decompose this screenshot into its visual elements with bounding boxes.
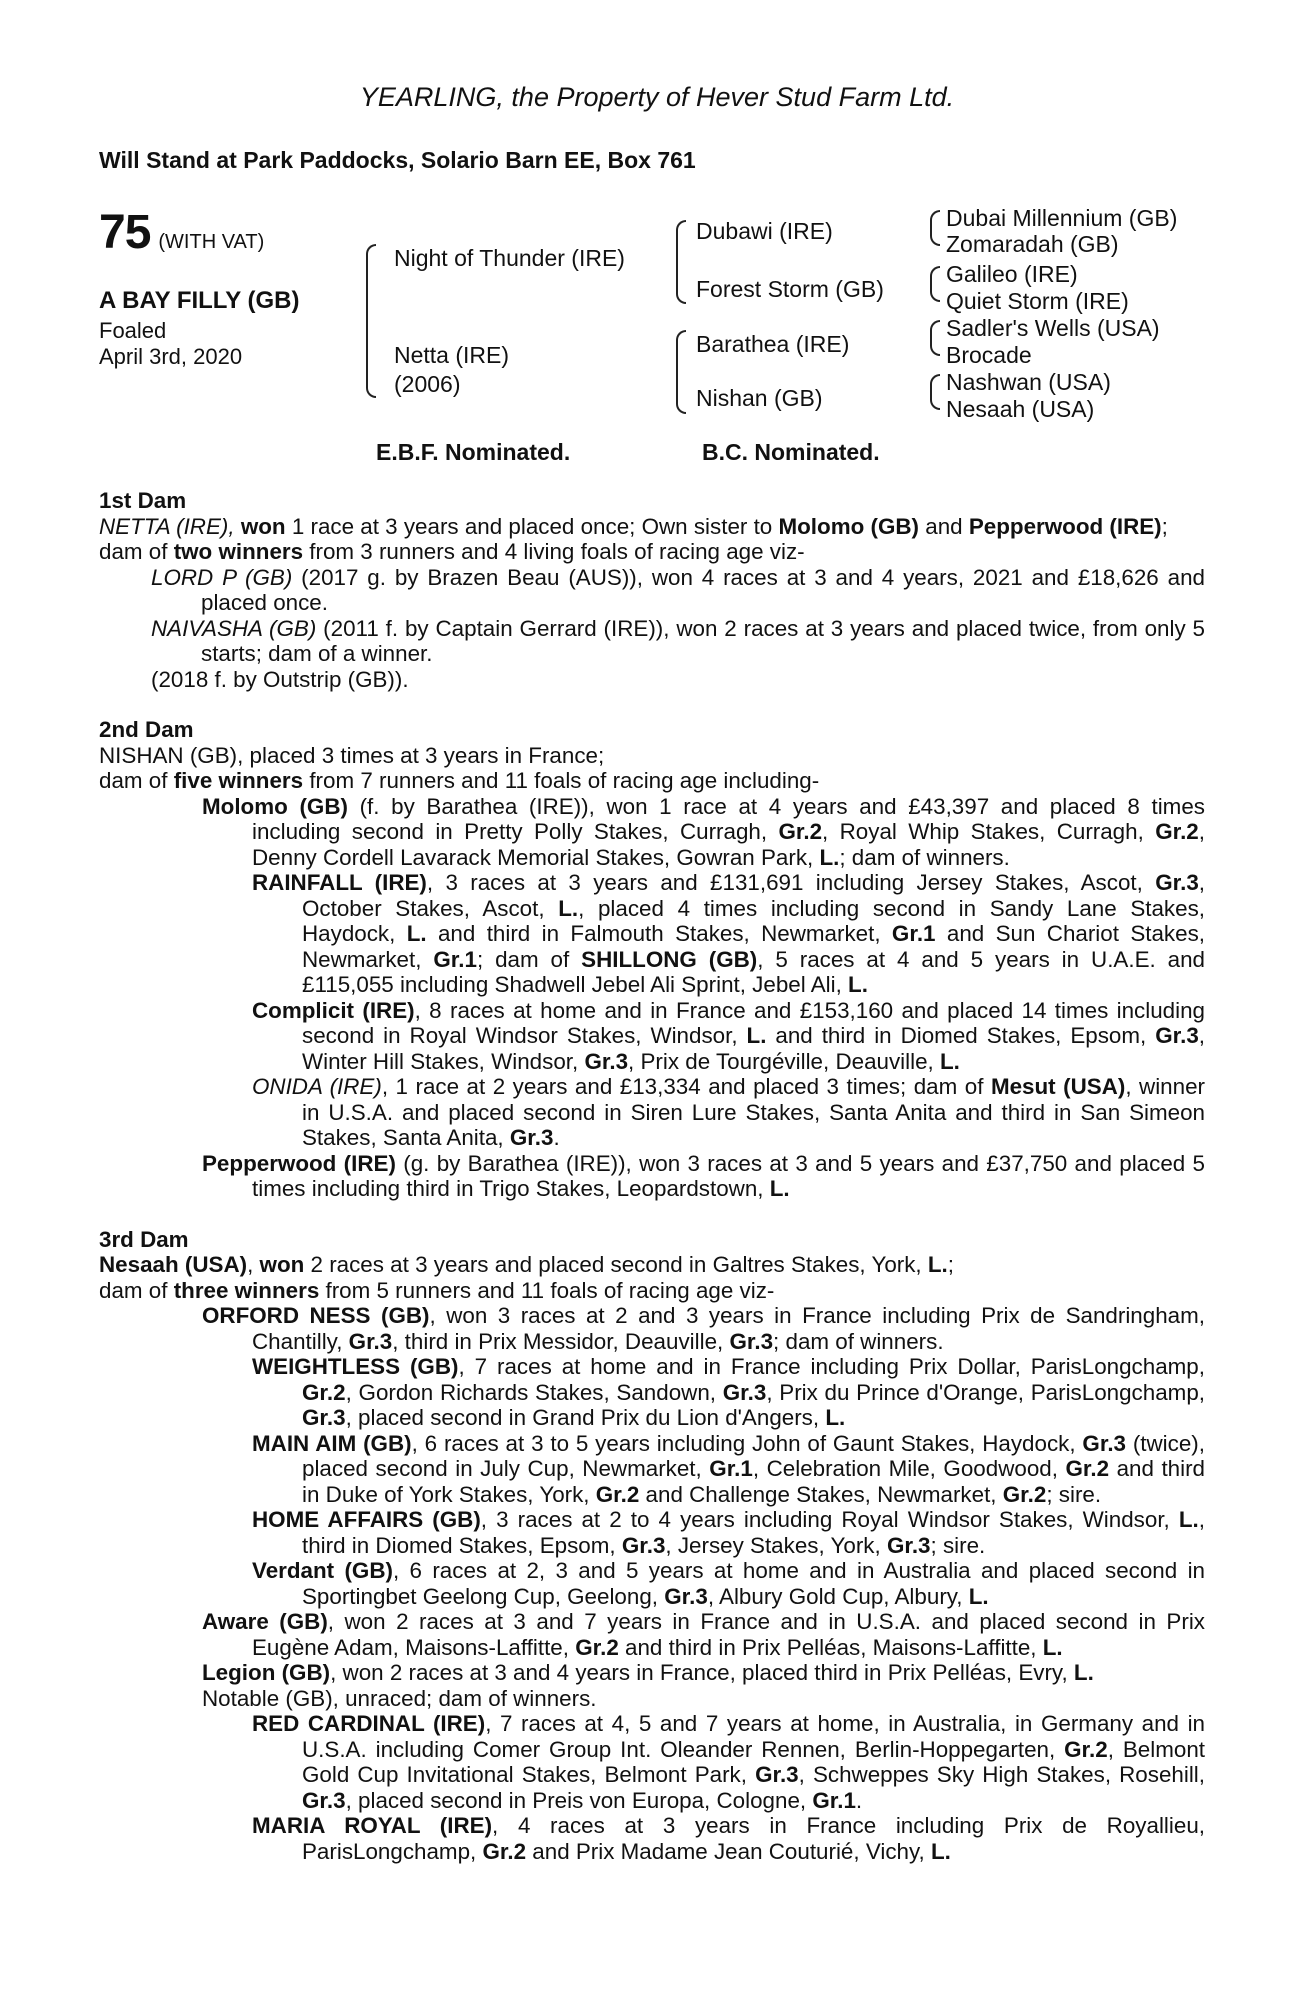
first-dam-offspring-2: NAIVASHA (GB) (2011 f. by Captain Gerrard (IRE)), won 2 races at 3 years and placed twice, from only 5 starts; dam of a winner. bbox=[151, 615, 1205, 666]
pedigree-notes bbox=[99, 488, 1205, 1864]
pedigree-g6: Brocade bbox=[946, 342, 1032, 368]
pedigree-g4: Quiet Storm (IRE) bbox=[946, 288, 1129, 314]
third-dam-produce-summary: dam of three winners from 5 runners and 11 foals of racing age viz- bbox=[99, 1277, 775, 1303]
pedigree-brace-main bbox=[366, 244, 376, 398]
pedigree-dam-sire: Barathea (IRE) bbox=[696, 331, 850, 357]
maria-royal-entry: MARIA ROYAL (IRE), 4 races at 3 years in France including Prix de Royallieu, ParisLongchamp, Gr.2 and Prix Madame Jean Couturié, Vichy, L. bbox=[252, 1813, 1206, 1864]
foaled-label: Foaled bbox=[99, 318, 167, 343]
first-dam-heading: 1st Dam bbox=[99, 488, 187, 513]
page-title: YEARLING, the Property of Hever Stud Farm Ltd. bbox=[359, 82, 955, 112]
vat-note: (WITH VAT) bbox=[158, 231, 265, 253]
pedigree-brace-g4 bbox=[930, 374, 940, 410]
onida-entry: ONIDA (IRE), 1 race at 2 years and £13,334 and placed 3 times; dam of Mesut (USA), winner in U.S.A. and placed second in Siren Lure Stakes, Santa Anita and third in San Simeon Stakes, Santa Anita, Gr.3. bbox=[252, 1074, 1205, 1150]
legion-entry: Legion (GB), won 2 races at 3 and 4 years in France, placed third in Prix Pelléas, Evry, L. bbox=[202, 1660, 1094, 1685]
pedigree-g1: Dubai Millennium (GB) bbox=[946, 205, 1178, 231]
pedigree-g7: Nashwan (USA) bbox=[946, 369, 1111, 395]
ebf-nominated: E.B.F. Nominated. bbox=[376, 439, 571, 465]
pedigree-dam: Netta (IRE) bbox=[394, 342, 510, 368]
pedigree-sire: Night of Thunder (IRE) bbox=[394, 245, 625, 271]
notable-entry: Notable (GB), unraced; dam of winners. bbox=[202, 1685, 597, 1711]
pedigree-g8: Nesaah (USA) bbox=[946, 396, 1095, 422]
red-cardinal-entry: RED CARDINAL (IRE), 7 races at 4, 5 and 7 years at home, in Australia, in Germany and in U.S.A. including Comer Group Int. Oleander Rennen, Berlin-Hoppegarten, Gr.2, Belmont Gold Cup Invitational Stakes, Belmont Park, Gr.3, Schweppes Sky High Stakes, Rosehill, Gr.3, placed second in Preis von Europa, Cologne, Gr.1. bbox=[252, 1711, 1206, 1813]
pedigree-brace-g3 bbox=[930, 320, 940, 356]
first-dam-line: NETTA (IRE), won 1 race at 3 years and placed once; Own sister to Molomo (GB) and Pepperwood (IRE); bbox=[99, 513, 1168, 539]
foaled-info bbox=[99, 318, 242, 370]
rainfall-entry: RAINFALL (IRE), 3 races at 3 years and £131,691 including Jersey Stakes, Ascot, Gr.3, October Stakes, Ascot, L., placed 4 times including second in Sandy Lane Stakes, Haydock, L. and third in Falmouth Stakes, Newmarket, Gr.1 and Sun Chariot Stakes, Newmarket, Gr.1; dam of SHILLONG (GB), 5 races at 4 and 5 years in U.A.E. and £115,055 including Shadwell Jebel Ali Sprint, Jebel Ali, L. bbox=[252, 870, 1206, 997]
pedigree-sire-dam: Forest Storm (GB) bbox=[696, 276, 884, 302]
bc-nominated: B.C. Nominated. bbox=[702, 439, 880, 465]
pedigree-dam-dam: Nishan (GB) bbox=[696, 385, 823, 411]
pedigree-g5: Sadler's Wells (USA) bbox=[946, 315, 1160, 341]
third-dam-line: Nesaah (USA), won 2 races at 3 years and placed second in Galtres Stakes, York, L.; bbox=[99, 1252, 955, 1277]
main-aim-entry: MAIN AIM (GB), 6 races at 3 to 5 years including John of Gaunt Stakes, Haydock, Gr.3 (twice), placed second in July Cup, Newmarket, Gr.1, Celebration Mile, Goodwood, Gr.2 and third in Duke of York Stakes, York, Gr.2 and Challenge Stakes, Newmarket, Gr.2; sire. bbox=[252, 1430, 1205, 1507]
third-dam-heading: 3rd Dam bbox=[99, 1226, 189, 1252]
pedigree-g3: Galileo (IRE) bbox=[946, 261, 1078, 287]
pedigree-brace-g2 bbox=[930, 266, 940, 302]
verdant-entry: Verdant (GB), 6 races at 2, 3 and 5 years at home and in Australia and placed second in Sportingbet Geelong Cup, Geelong, Gr.3, Albury Gold Cup, Albury, L. bbox=[252, 1558, 1205, 1609]
weightless-entry: WEIGHTLESS (GB), 7 races at home and in France including Prix Dollar, ParisLongchamp, Gr.2, Gordon Richards Stakes, Sandown, Gr.3, Prix du Prince d'Orange, ParisLongchamp, Gr.3, placed second in Grand Prix du Lion d'Angers, L. bbox=[252, 1354, 1205, 1430]
second-dam-produce-summary: dam of five winners from 7 runners and 11 foals of racing age including- bbox=[99, 768, 820, 793]
pedigree-brace-g1 bbox=[930, 210, 940, 246]
home-affairs-entry: HOME AFFAIRS (GB), 3 races at 2 to 4 years including Royal Windsor Stakes, Windsor, L., third in Diomed Stakes, Epsom, Gr.3, Jersey Stakes, York, Gr.3; sire. bbox=[252, 1507, 1205, 1558]
foaled-date: April 3rd, 2020 bbox=[99, 344, 243, 369]
pedigree-dam-year: (2006) bbox=[394, 371, 461, 397]
lot-number: 75 bbox=[99, 206, 151, 259]
first-dam-offspring-1: LORD P (GB) (2017 g. by Brazen Beau (AUS)), won 4 races at 3 and 4 years, 2021 and £18,626 and placed once. bbox=[151, 564, 1205, 615]
second-dam-heading: 2nd Dam bbox=[99, 717, 194, 742]
pepperwood-entry: Pepperwood (IRE) (g. by Barathea (IRE)), won 3 races at 3 and 5 years and £37,750 and placed 5 times including third in Trigo Stakes, Leopardstown, L. bbox=[202, 1150, 1205, 1201]
first-dam-produce-summary: dam of two winners from 3 runners and 4 living foals of racing age viz- bbox=[99, 539, 805, 564]
pedigree-brace-sire bbox=[676, 220, 686, 304]
pedigree-brace-dam bbox=[676, 330, 686, 414]
molomo-entry: Molomo (GB) (f. by Barathea (IRE)), won 1 race at 4 years and £43,397 and placed 8 times including second in Pretty Polly Stakes, Curragh, Gr.2, Royal Whip Stakes, Curragh, Gr.2, Denny Cordell Lavarack Memorial Stakes, Gowran Park, L.; dam of winners. bbox=[202, 793, 1205, 870]
stand-location: Will Stand at Park Paddocks, Solario Barn EE, Box 761 bbox=[99, 147, 696, 173]
orford-ness-entry: ORFORD NESS (GB), won 3 races at 2 and 3 years in France including Prix de Sandringham, Chantilly, Gr.3, third in Prix Messidor, Deauville, Gr.3; dam of winners. bbox=[202, 1303, 1205, 1354]
pedigree-g2: Zomaradah (GB) bbox=[946, 231, 1119, 257]
first-dam-offspring-3: (2018 f. by Outstrip (GB)). bbox=[151, 666, 409, 692]
lot-header bbox=[99, 205, 264, 260]
horse-name: A BAY FILLY (GB) bbox=[99, 287, 300, 314]
pedigree-sire-sire: Dubawi (IRE) bbox=[696, 218, 833, 244]
aware-entry: Aware (GB), won 2 races at 3 and 7 years in France and in U.S.A. and placed second in Prix Eugène Adam, Maisons-Laffitte, Gr.2 and third in Prix Pelléas, Maisons-Laffitte, L. bbox=[202, 1609, 1205, 1660]
complicit-entry: Complicit (IRE), 8 races at home and in France and £153,160 and placed 14 times including second in Royal Windsor Stakes, Windsor, L. and third in Diomed Stakes, Epsom, Gr.3, Winter Hill Stakes, Windsor, Gr.3, Prix de Tourgéville, Deauville, L. bbox=[252, 997, 1206, 1074]
second-dam-line: NISHAN (GB), placed 3 times at 3 years in France; bbox=[99, 742, 605, 768]
